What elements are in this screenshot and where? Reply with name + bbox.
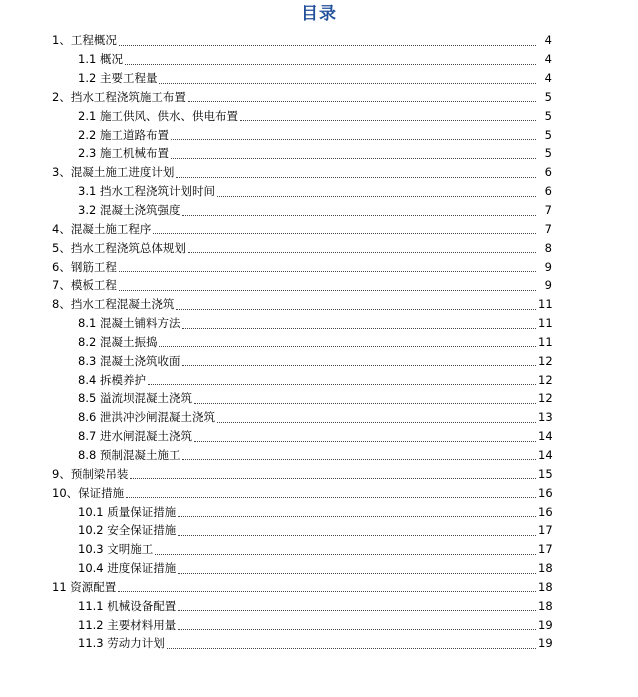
toc-dot-leader (155, 540, 536, 555)
toc-entry-label: 10、保证措施 (52, 485, 125, 500)
toc-dot-leader (119, 276, 536, 291)
toc-dot-leader (182, 201, 536, 216)
toc-entry-page-number: 4 (544, 33, 552, 48)
toc-entry-label: 7、模板工程 (52, 278, 117, 293)
toc-entry-section[interactable] (0, 106, 638, 125)
toc-entry-page-number: 16 (538, 485, 553, 500)
toc-entry-page-number: 17 (538, 523, 553, 538)
toc-entry-label: 1.2 主要工程量 (78, 71, 158, 86)
toc-entry-page-number: 12 (538, 353, 553, 368)
toc-dot-leader (176, 163, 536, 178)
toc-entry-section[interactable] (0, 182, 638, 201)
toc-entry-section[interactable] (0, 50, 638, 69)
toc-dot-leader (182, 351, 536, 366)
toc-dot-leader (182, 314, 536, 329)
toc-entry-page-number: 9 (544, 278, 552, 293)
toc-entry-section[interactable] (0, 540, 638, 559)
toc-dot-leader (176, 295, 536, 310)
toc-entry-label: 8.1 混凝土铺料方法 (78, 316, 181, 331)
toc-entry-label: 10.4 进度保证措施 (78, 561, 177, 576)
toc-entry-page-number: 11 (538, 334, 553, 349)
toc-entry-chapter[interactable] (0, 219, 638, 238)
toc-entry-chapter[interactable] (0, 464, 638, 483)
toc-entry-chapter[interactable] (0, 88, 638, 107)
toc-entry-page-number: 11 (538, 316, 553, 331)
toc-entry-page-number: 18 (538, 579, 553, 594)
toc-list (0, 31, 638, 653)
toc-entry-page-number: 5 (544, 108, 552, 123)
toc-entry-page-number: 14 (538, 429, 553, 444)
toc-entry-section[interactable] (0, 446, 638, 465)
toc-entry-label: 11.3 劳动力计划 (78, 636, 165, 651)
toc-dot-leader (153, 219, 536, 234)
toc-entry-chapter[interactable] (0, 276, 638, 295)
toc-entry-page-number: 11 (538, 297, 553, 312)
toc-entry-chapter[interactable] (0, 295, 638, 314)
toc-entry-page-number: 18 (538, 598, 553, 613)
toc-entry-chapter[interactable] (0, 163, 638, 182)
toc-dot-leader (217, 182, 536, 197)
toc-entry-page-number: 19 (538, 617, 553, 632)
toc-entry-page-number: 17 (538, 542, 553, 557)
toc-entry-section[interactable] (0, 408, 638, 427)
toc-entry-label: 10.1 质量保证措施 (78, 504, 177, 519)
toc-entry-section[interactable] (0, 559, 638, 578)
toc-dot-leader (178, 521, 536, 536)
toc-entry-section[interactable] (0, 125, 638, 144)
toc-entry-page-number: 6 (544, 184, 552, 199)
toc-entry-section[interactable] (0, 351, 638, 370)
toc-entry-section[interactable] (0, 144, 638, 163)
toc-entry-chapter[interactable] (0, 31, 638, 50)
toc-dot-leader (171, 144, 536, 159)
toc-dot-leader (125, 50, 536, 65)
toc-entry-label: 8、挡水工程混凝土浇筑 (52, 297, 175, 312)
toc-entry-label: 11.2 主要材料用量 (78, 617, 177, 632)
toc-entry-page-number: 12 (538, 372, 553, 387)
toc-entry-page-number: 12 (538, 391, 553, 406)
toc-entry-chapter[interactable] (0, 483, 638, 502)
toc-entry-page-number: 8 (544, 240, 552, 255)
toc-dot-leader (194, 389, 536, 404)
toc-entry-label: 8.5 溢流坝混凝土浇筑 (78, 391, 192, 406)
toc-entry-section[interactable] (0, 502, 638, 521)
toc-dot-leader (178, 615, 536, 630)
toc-entry-section[interactable] (0, 427, 638, 446)
toc-entry-section[interactable] (0, 314, 638, 333)
toc-entry-page-number: 4 (544, 52, 552, 67)
toc-entry-page-number: 5 (544, 89, 552, 104)
toc-dot-leader (188, 87, 536, 102)
toc-entry-page-number: 6 (544, 165, 552, 180)
toc-entry-label: 3.2 混凝土浇筑强度 (78, 203, 181, 218)
toc-dot-leader (118, 577, 536, 592)
toc-dot-leader (148, 370, 536, 385)
toc-dot-leader (126, 483, 536, 498)
toc-entry-label: 8.7 进水闸混凝土浇筑 (78, 429, 192, 444)
toc-entry-label: 11.1 机械设备配置 (78, 598, 177, 613)
toc-entry-label: 5、挡水工程浇筑总体规划 (52, 240, 186, 255)
toc-dot-leader (167, 634, 536, 649)
toc-entry-label: 8.8 预制混凝土施工 (78, 447, 181, 462)
toc-entry-section[interactable] (0, 596, 638, 615)
toc-entry-label: 8.3 混凝土浇筑收面 (78, 353, 181, 368)
toc-entry-label: 4、混凝土施工程序 (52, 221, 152, 236)
toc-entry-chapter[interactable] (0, 238, 638, 257)
toc-entry-label: 8.6 泄洪冲沙闸混凝土浇筑 (78, 410, 215, 425)
toc-entry-section[interactable] (0, 615, 638, 634)
toc-entry-page-number: 18 (538, 561, 553, 576)
toc-entry-label: 1.1 概况 (78, 52, 123, 67)
toc-dot-leader (178, 596, 536, 611)
toc-dot-leader (178, 559, 536, 574)
toc-entry-page-number: 5 (544, 146, 552, 161)
toc-dot-leader (171, 125, 536, 140)
toc-entry-label: 1、工程概况 (52, 33, 117, 48)
toc-entry-chapter[interactable] (0, 257, 638, 276)
toc-entry-section[interactable] (0, 69, 638, 88)
toc-dot-leader (159, 332, 536, 347)
toc-entry-label: 8.2 混凝土振捣 (78, 334, 158, 349)
toc-entry-label: 3.1 挡水工程浇筑计划时间 (78, 184, 215, 199)
toc-dot-leader (159, 69, 536, 84)
toc-dot-leader (130, 464, 536, 479)
toc-entry-label: 11 资源配置 (52, 579, 117, 594)
toc-entry-label: 2.2 施工道路布置 (78, 127, 169, 142)
toc-entry-chapter[interactable] (0, 577, 638, 596)
toc-entry-label: 10.3 文明施工 (78, 542, 154, 557)
toc-entry-page-number: 13 (538, 410, 553, 425)
toc-entry-label: 2.1 施工供风、供水、供电布置 (78, 108, 238, 123)
toc-entry-page-number: 9 (544, 259, 552, 274)
toc-dot-leader (178, 502, 536, 517)
toc-entry-label: 3、混凝土施工进度计划 (52, 165, 175, 180)
toc-dot-leader (188, 238, 536, 253)
toc-dot-leader (119, 257, 536, 272)
toc-dot-leader (119, 31, 536, 46)
toc-dot-leader (182, 445, 536, 460)
toc-title: 目录 (301, 4, 337, 24)
toc-entry-page-number: 16 (538, 504, 553, 519)
toc-entry-label: 2、挡水工程浇筑施工布置 (52, 89, 186, 104)
toc-entry-section[interactable] (0, 333, 638, 352)
toc-entry-section[interactable] (0, 370, 638, 389)
toc-entry-page-number: 15 (538, 466, 553, 481)
toc-entry-page-number: 7 (544, 221, 552, 236)
toc-dot-leader (194, 427, 536, 442)
toc-entry-section[interactable] (0, 634, 638, 653)
toc-entry-section[interactable] (0, 201, 638, 220)
toc-entry-section[interactable] (0, 389, 638, 408)
toc-entry-label: 9、预制梁吊装 (52, 466, 129, 481)
toc-dot-leader (217, 408, 536, 423)
toc-entry-page-number: 19 (538, 636, 553, 651)
toc-entry-label: 2.3 施工机械布置 (78, 146, 169, 161)
toc-entry-page-number: 7 (544, 203, 552, 218)
toc-entry-page-number: 5 (544, 127, 552, 142)
toc-entry-label: 8.4 拆模养护 (78, 372, 146, 387)
toc-entry-label: 10.2 安全保证措施 (78, 523, 177, 538)
toc-entry-label: 6、钢筋工程 (52, 259, 117, 274)
toc-entry-page-number: 4 (544, 71, 552, 86)
toc-entry-page-number: 14 (538, 447, 553, 462)
toc-entry-section[interactable] (0, 521, 638, 540)
toc-dot-leader (240, 106, 536, 121)
